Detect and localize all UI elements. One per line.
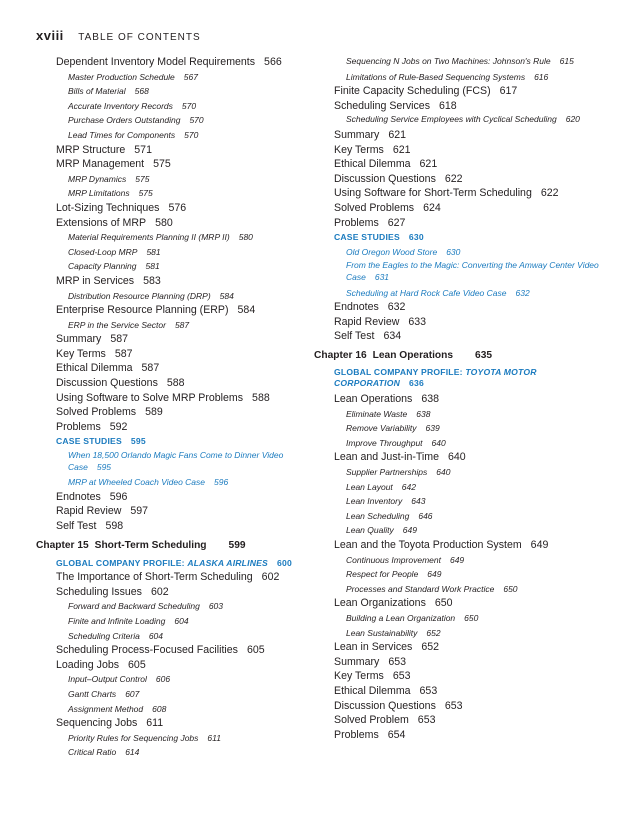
toc-subsection-entry[interactable] — [314, 407, 614, 422]
entry-title: Lot-Sizing Techniques — [56, 201, 160, 214]
entry-title: Summary — [334, 128, 380, 141]
entry-title: Lean Sustainability — [346, 627, 418, 638]
entry-title: Ethical Dilemma — [334, 158, 411, 171]
page-number: 605 — [246, 644, 265, 657]
entry-title: Key Terms — [334, 670, 384, 683]
entry-title: Using Software for Short-Term Scheduling — [334, 187, 532, 200]
page-number: 646 — [418, 510, 433, 521]
page-number: 643 — [411, 496, 426, 507]
entry-title: CASE STUDIES — [334, 232, 400, 243]
page-number: 599 — [228, 539, 246, 551]
entry-title: Extensions of MRP — [56, 216, 147, 229]
page-number: 630 — [408, 232, 424, 243]
toc-subsection-entry[interactable] — [314, 421, 614, 436]
page-number: 587 — [114, 347, 133, 360]
toc-right-column — [314, 55, 614, 742]
page-number: 642 — [401, 481, 416, 492]
entry-title: Problems — [334, 728, 379, 741]
page-number: 627 — [387, 216, 406, 229]
page-number: 604 — [174, 615, 189, 626]
page-number: 611 — [207, 732, 221, 743]
entry-title: MRP Limitations — [68, 188, 130, 199]
page-number: 621 — [388, 128, 407, 141]
entry-title: Building a Lean Organization — [346, 612, 456, 623]
page-number: 571 — [134, 143, 152, 156]
toc-subsection-entry[interactable] — [314, 509, 614, 524]
chapter-heading[interactable] — [36, 536, 306, 555]
case-studies-heading[interactable] — [36, 434, 306, 449]
page-number: 602 — [150, 585, 169, 598]
toc-section-entry[interactable] — [314, 450, 614, 465]
entry-title: Sequencing Jobs — [56, 717, 138, 730]
entry-title: Summary — [334, 655, 380, 668]
toc-section-entry[interactable] — [36, 658, 306, 673]
page-number: 604 — [148, 630, 164, 641]
toc-section-entry[interactable] — [314, 315, 614, 330]
entry-title: Summary — [56, 333, 102, 346]
entry-title: MRP Management — [56, 158, 145, 171]
entry-title: Scheduling at Hard Rock Cafe Video Case — [346, 287, 507, 298]
toc-section-entry[interactable] — [314, 669, 614, 684]
profile-prefix: GLOBAL COMPANY PROFILE: — [334, 366, 466, 377]
entry-title: Problems — [56, 420, 101, 433]
entry-title: Key Terms — [334, 143, 384, 156]
page-number: 584 — [237, 304, 256, 317]
page-number: 639 — [425, 423, 440, 434]
toc-section-entry[interactable] — [314, 713, 614, 728]
toc-section-entry[interactable] — [36, 585, 306, 600]
toc-section-entry[interactable] — [36, 201, 306, 216]
entry-title: Sequencing N Jobs on Two Machines: Johnson's Rule — [346, 56, 551, 66]
global-company-profile-link[interactable] — [36, 556, 306, 571]
toc-section-entry[interactable] — [36, 391, 306, 406]
page-number: 633 — [408, 315, 427, 328]
page-number: 640 — [448, 451, 466, 464]
entry-title: Discussion Questions — [334, 699, 436, 712]
entry-title: Endnotes — [334, 301, 379, 314]
toc-subsection-entry[interactable] — [314, 553, 614, 568]
toc-section-entry[interactable] — [36, 157, 306, 172]
page-number: 595 — [96, 461, 112, 472]
toc-subsection-entry[interactable] — [36, 599, 306, 614]
toc-subsection-entry[interactable] — [36, 128, 306, 143]
entry-title: Lean in Services — [334, 641, 413, 654]
entry-title: Old Oregon Wood Store — [346, 246, 438, 257]
entry-title: Lean and Just-in-Time — [334, 451, 440, 464]
toc-section-entry[interactable] — [314, 128, 614, 143]
entry-title: Rapid Review — [56, 505, 122, 518]
toc-subsection-entry[interactable] — [36, 245, 306, 260]
entry-title: Using Software to Solve MRP Problems — [56, 391, 244, 404]
page-number: 615 — [559, 56, 574, 66]
company-name: ALASKA AIRLINES — [187, 557, 268, 568]
page-number: xviii — [36, 28, 64, 43]
toc-section-entry[interactable] — [314, 172, 614, 187]
toc-case-study-link[interactable] — [36, 475, 306, 490]
toc-section-entry[interactable] — [314, 300, 614, 315]
page-number: 640 — [436, 467, 451, 478]
toc-subsection-entry[interactable] — [36, 702, 306, 717]
entry-title: Lean Scheduling — [346, 510, 410, 521]
entry-title: Closed-Loop MRP — [68, 246, 138, 257]
entry-title: Limitations of Rule-Based Sequencing Systems — [346, 71, 526, 82]
toc-section-entry[interactable] — [36, 716, 306, 731]
toc-section-entry[interactable] — [314, 143, 614, 158]
entry-title: Input–Output Control — [68, 674, 147, 685]
entry-title: Self Test — [56, 520, 97, 532]
entry-title: Eliminate Waste — [346, 408, 408, 419]
chapter-title: Lean Operations — [372, 349, 454, 361]
page-number: 654 — [387, 728, 406, 741]
toc-subsection-entry[interactable] — [314, 55, 614, 70]
page-number: 570 — [189, 115, 204, 126]
entry-title: Scheduling Services — [334, 99, 430, 112]
entry-title: Lean Organizations — [334, 597, 426, 610]
toc-section-entry[interactable] — [314, 186, 614, 201]
entry-title: Critical Ratio — [68, 747, 117, 758]
toc-subsection-entry[interactable] — [36, 745, 306, 760]
entry-title: Remove Variability — [346, 423, 417, 434]
entry-title: Solved Problems — [334, 201, 415, 214]
page-number: 570 — [184, 129, 199, 140]
chapter-label: Chapter 15 — [36, 539, 89, 551]
page-header — [36, 27, 201, 43]
toc-subsection-entry[interactable] — [314, 567, 614, 582]
page-number: 617 — [499, 85, 518, 98]
page-number: 649 — [427, 569, 442, 580]
entry-title: Scheduling Process-Focused Facilities — [56, 644, 238, 657]
page-number: 581 — [146, 246, 161, 257]
page-number: 589 — [145, 406, 163, 419]
profile-prefix: GLOBAL COMPANY PROFILE: — [56, 557, 188, 568]
entry-title: Ethical Dilemma — [334, 684, 411, 697]
toc-section-entry[interactable] — [314, 655, 614, 670]
entry-title: When 18,500 Orlando Magic Fans Come to Dinner Video Case — [68, 450, 284, 472]
page-number: 634 — [383, 330, 402, 343]
entry-title: Lean Inventory — [346, 496, 403, 507]
page-number: 575 — [153, 158, 171, 171]
company-name: TOYOTA MOTOR CORPORATION — [334, 366, 537, 389]
page-number: 595 — [130, 436, 146, 447]
toc-subsection-entry[interactable] — [314, 465, 614, 480]
toc-section-entry[interactable] — [36, 143, 306, 158]
page-number: 600 — [277, 557, 292, 568]
entry-title: Discussion Questions — [56, 377, 158, 390]
toc-subsection-entry[interactable] — [36, 672, 306, 687]
entry-title: The Importance of Short-Term Scheduling — [56, 571, 253, 584]
entry-title: CASE STUDIES — [56, 436, 122, 447]
toc-section-entry[interactable] — [36, 332, 306, 347]
toc-subsection-entry[interactable] — [36, 318, 306, 333]
entry-title: ERP in the Service Sector — [68, 319, 166, 330]
toc-subsection-entry[interactable] — [314, 70, 614, 85]
toc-section-entry[interactable] — [36, 504, 306, 519]
toc-subsection-entry[interactable] — [36, 113, 306, 128]
entry-title: Scheduling Issues — [56, 585, 142, 598]
entry-title: Problems — [334, 216, 379, 229]
entry-title: Solved Problem — [334, 714, 409, 727]
running-head-title: TABLE OF CONTENTS — [78, 32, 201, 43]
toc-section-entry[interactable] — [314, 728, 614, 743]
entry-title: Loading Jobs — [56, 658, 120, 671]
toc-case-study-link[interactable] — [36, 449, 306, 475]
entry-title: Gantt Charts — [68, 688, 117, 699]
entry-title: From the Eagles to the Magic: Converting the Amway Center Video Case — [346, 260, 599, 282]
entry-title: Bills of Material — [68, 86, 126, 97]
toc-subsection-entry[interactable] — [314, 611, 614, 626]
toc-subsection-entry[interactable] — [36, 186, 306, 201]
toc-subsection-entry[interactable] — [314, 626, 614, 641]
toc-subsection-entry[interactable] — [36, 70, 306, 85]
page-number: 650 — [503, 583, 518, 594]
page-number: 605 — [128, 658, 146, 671]
toc-subsection-entry[interactable] — [36, 99, 306, 114]
page-number: 596 — [214, 477, 229, 488]
page-number: 588 — [252, 391, 270, 404]
entry-title: Capacity Planning — [68, 261, 137, 272]
entry-title: Lean Quality — [346, 525, 394, 536]
page-number: 650 — [464, 612, 479, 623]
entry-title: Purchase Orders Outstanding — [68, 115, 181, 126]
toc-section-entry[interactable] — [36, 55, 306, 70]
toc-subsection-entry[interactable] — [36, 629, 306, 644]
chapter-label: Chapter 16 — [314, 349, 367, 361]
entry-title: Finite Capacity Scheduling (FCS) — [334, 85, 491, 98]
toc-subsection-entry[interactable] — [314, 480, 614, 495]
toc-section-entry[interactable] — [36, 490, 306, 505]
toc-subsection-entry[interactable] — [314, 582, 614, 597]
entry-title: Processes and Standard Work Practice — [346, 583, 495, 594]
toc-section-entry[interactable] — [314, 216, 614, 231]
page-number: 649 — [402, 525, 417, 536]
toc-subsection-entry[interactable] — [314, 436, 614, 451]
entry-title: Material Requirements Planning II (MRP II) — [68, 232, 230, 243]
page-number: 653 — [388, 655, 407, 668]
page-number: 653 — [417, 714, 436, 727]
global-company-profile-link[interactable] — [314, 366, 614, 392]
page-number: 649 — [449, 554, 465, 565]
entry-title: Improve Throughput — [346, 437, 423, 448]
entry-title: Rapid Review — [334, 315, 400, 328]
entry-title: Assignment Method — [68, 703, 144, 714]
page-number: 621 — [392, 143, 411, 156]
entry-title: MRP at Wheeled Coach Video Case — [68, 477, 206, 488]
entry-title: Continuous Improvement — [346, 554, 441, 565]
page-number: 606 — [155, 674, 171, 685]
toc-section-entry[interactable] — [314, 329, 614, 344]
entry-title: Dependent Inventory Model Requirements — [56, 56, 256, 68]
toc-section-entry[interactable] — [36, 643, 306, 658]
page-number: 622 — [444, 172, 463, 185]
page-number: 640 — [431, 437, 446, 448]
page-number: 607 — [125, 688, 140, 699]
page-number: 652 — [426, 627, 441, 638]
page-number: 576 — [168, 201, 187, 214]
toc-case-study-link[interactable] — [314, 259, 614, 285]
toc-case-study-link[interactable] — [314, 245, 614, 260]
page-number: 653 — [444, 699, 463, 712]
page-number: 575 — [135, 173, 150, 184]
entry-title: Lean Operations — [334, 393, 413, 406]
page-number: 581 — [145, 261, 160, 272]
page-number: 630 — [446, 246, 461, 257]
page-number: 632 — [515, 287, 530, 298]
entry-title: Lean and the Toyota Production System — [334, 539, 522, 551]
toc-section-entry[interactable] — [314, 84, 614, 99]
page-number: 636 — [409, 378, 424, 389]
toc-section-entry[interactable] — [36, 303, 306, 318]
entry-title: Discussion Questions — [334, 172, 436, 185]
page-number: 638 — [416, 408, 431, 419]
toc-section-entry[interactable] — [36, 376, 306, 391]
page-number: 652 — [421, 641, 440, 654]
page-number: 649 — [530, 539, 549, 551]
entry-title: MRP Structure — [56, 143, 126, 156]
toc-section-entry[interactable] — [36, 519, 306, 534]
entry-title: Self Test — [334, 330, 375, 343]
page-number: 575 — [138, 188, 153, 199]
page-number: 597 — [130, 505, 149, 518]
page-number: 566 — [264, 56, 282, 68]
toc-subsection-entry[interactable] — [314, 113, 614, 128]
page-number: 635 — [475, 349, 493, 361]
toc-subsection-entry[interactable] — [314, 523, 614, 538]
entry-title: Finite and Infinite Loading — [68, 615, 166, 626]
entry-title: Distribution Resource Planning (DRP) — [68, 290, 211, 301]
page-number: 624 — [423, 201, 441, 214]
page-number: 602 — [261, 571, 280, 584]
toc-section-entry[interactable] — [36, 216, 306, 231]
toc-subsection-entry[interactable] — [36, 172, 306, 187]
page-number: 596 — [109, 490, 128, 503]
toc-section-entry[interactable] — [314, 392, 614, 407]
entry-title: Supplier Partnerships — [346, 467, 428, 478]
page-number: 598 — [105, 520, 124, 532]
toc-section-entry[interactable] — [36, 405, 306, 420]
toc-section-entry[interactable] — [36, 274, 306, 289]
entry-title: Lead Times for Components — [68, 129, 176, 140]
toc-subsection-entry[interactable] — [36, 84, 306, 99]
page-number: 580 — [155, 216, 173, 229]
page-number: 580 — [238, 232, 253, 243]
page-number: 567 — [183, 71, 198, 82]
page-number: 611 — [146, 717, 164, 730]
entry-title: Endnotes — [56, 490, 101, 503]
entry-title: Accurate Inventory Records — [68, 100, 173, 111]
page-number: 608 — [152, 703, 167, 714]
toc-subsection-entry[interactable] — [36, 259, 306, 274]
page-number: 631 — [374, 271, 390, 282]
entry-title: Master Production Schedule — [68, 71, 175, 82]
toc-subsection-entry[interactable] — [36, 687, 306, 702]
page-number: 583 — [143, 274, 161, 287]
page-number: 570 — [181, 100, 197, 111]
entry-title: Lean Layout — [346, 481, 393, 492]
entry-title: MRP in Services — [56, 274, 135, 287]
toc-section-entry[interactable] — [314, 596, 614, 611]
entry-title: Solved Problems — [56, 406, 137, 419]
page-number: 632 — [387, 301, 406, 314]
entry-title: Scheduling Criteria — [68, 630, 140, 641]
page-number: 614 — [125, 747, 140, 758]
page-number: 584 — [219, 290, 234, 301]
page-number: 603 — [208, 601, 224, 612]
toc-subsection-entry[interactable] — [36, 230, 306, 245]
toc-section-entry[interactable] — [314, 640, 614, 655]
page-number: 587 — [110, 333, 129, 346]
toc-case-study-link[interactable] — [314, 286, 614, 301]
toc-section-entry[interactable] — [314, 201, 614, 216]
page-number: 568 — [134, 86, 149, 97]
page-number: 587 — [174, 319, 190, 330]
entry-title: Ethical Dilemma — [56, 362, 133, 375]
page-number: 616 — [534, 71, 549, 82]
toc-section-entry[interactable] — [314, 684, 614, 699]
page-number: 653 — [392, 670, 411, 683]
toc-subsection-entry[interactable] — [36, 731, 306, 746]
toc-section-entry[interactable] — [36, 361, 306, 376]
page-number: 620 — [565, 114, 580, 125]
entry-title: Priority Rules for Sequencing Jobs — [68, 732, 199, 743]
toc-section-entry[interactable] — [36, 420, 306, 435]
page-number: 653 — [419, 684, 438, 697]
toc-section-entry[interactable] — [36, 347, 306, 362]
entry-title: Respect for People — [346, 569, 419, 580]
toc-subsection-entry[interactable] — [314, 494, 614, 509]
chapter-heading[interactable] — [314, 346, 614, 365]
case-studies-heading[interactable] — [314, 230, 614, 245]
toc-section-entry[interactable] — [314, 699, 614, 714]
page-number: 592 — [109, 420, 128, 433]
page-number: 588 — [166, 377, 185, 390]
entry-title: Enterprise Resource Planning (ERP) — [56, 304, 229, 317]
page-number: 587 — [141, 362, 160, 375]
entry-title: MRP Dynamics — [68, 173, 127, 184]
page-number: 621 — [419, 158, 438, 171]
toc-subsection-entry[interactable] — [36, 289, 306, 304]
toc-section-entry[interactable] — [314, 538, 614, 553]
page-number: 618 — [439, 99, 457, 112]
page-number: 622 — [540, 187, 559, 200]
toc-section-entry[interactable] — [36, 570, 306, 585]
toc-section-entry[interactable] — [314, 99, 614, 114]
toc-section-entry[interactable] — [314, 157, 614, 172]
entry-title: Forward and Backward Scheduling — [68, 601, 200, 612]
page-number: 638 — [421, 393, 440, 406]
entry-title: Scheduling Service Employees with Cyclical Scheduling — [346, 114, 557, 125]
entry-title: Key Terms — [56, 347, 106, 360]
chapter-title: Short-Term Scheduling — [94, 539, 207, 551]
toc-subsection-entry[interactable] — [36, 614, 306, 629]
page-number: 650 — [434, 597, 453, 610]
toc-left-column — [36, 55, 306, 760]
